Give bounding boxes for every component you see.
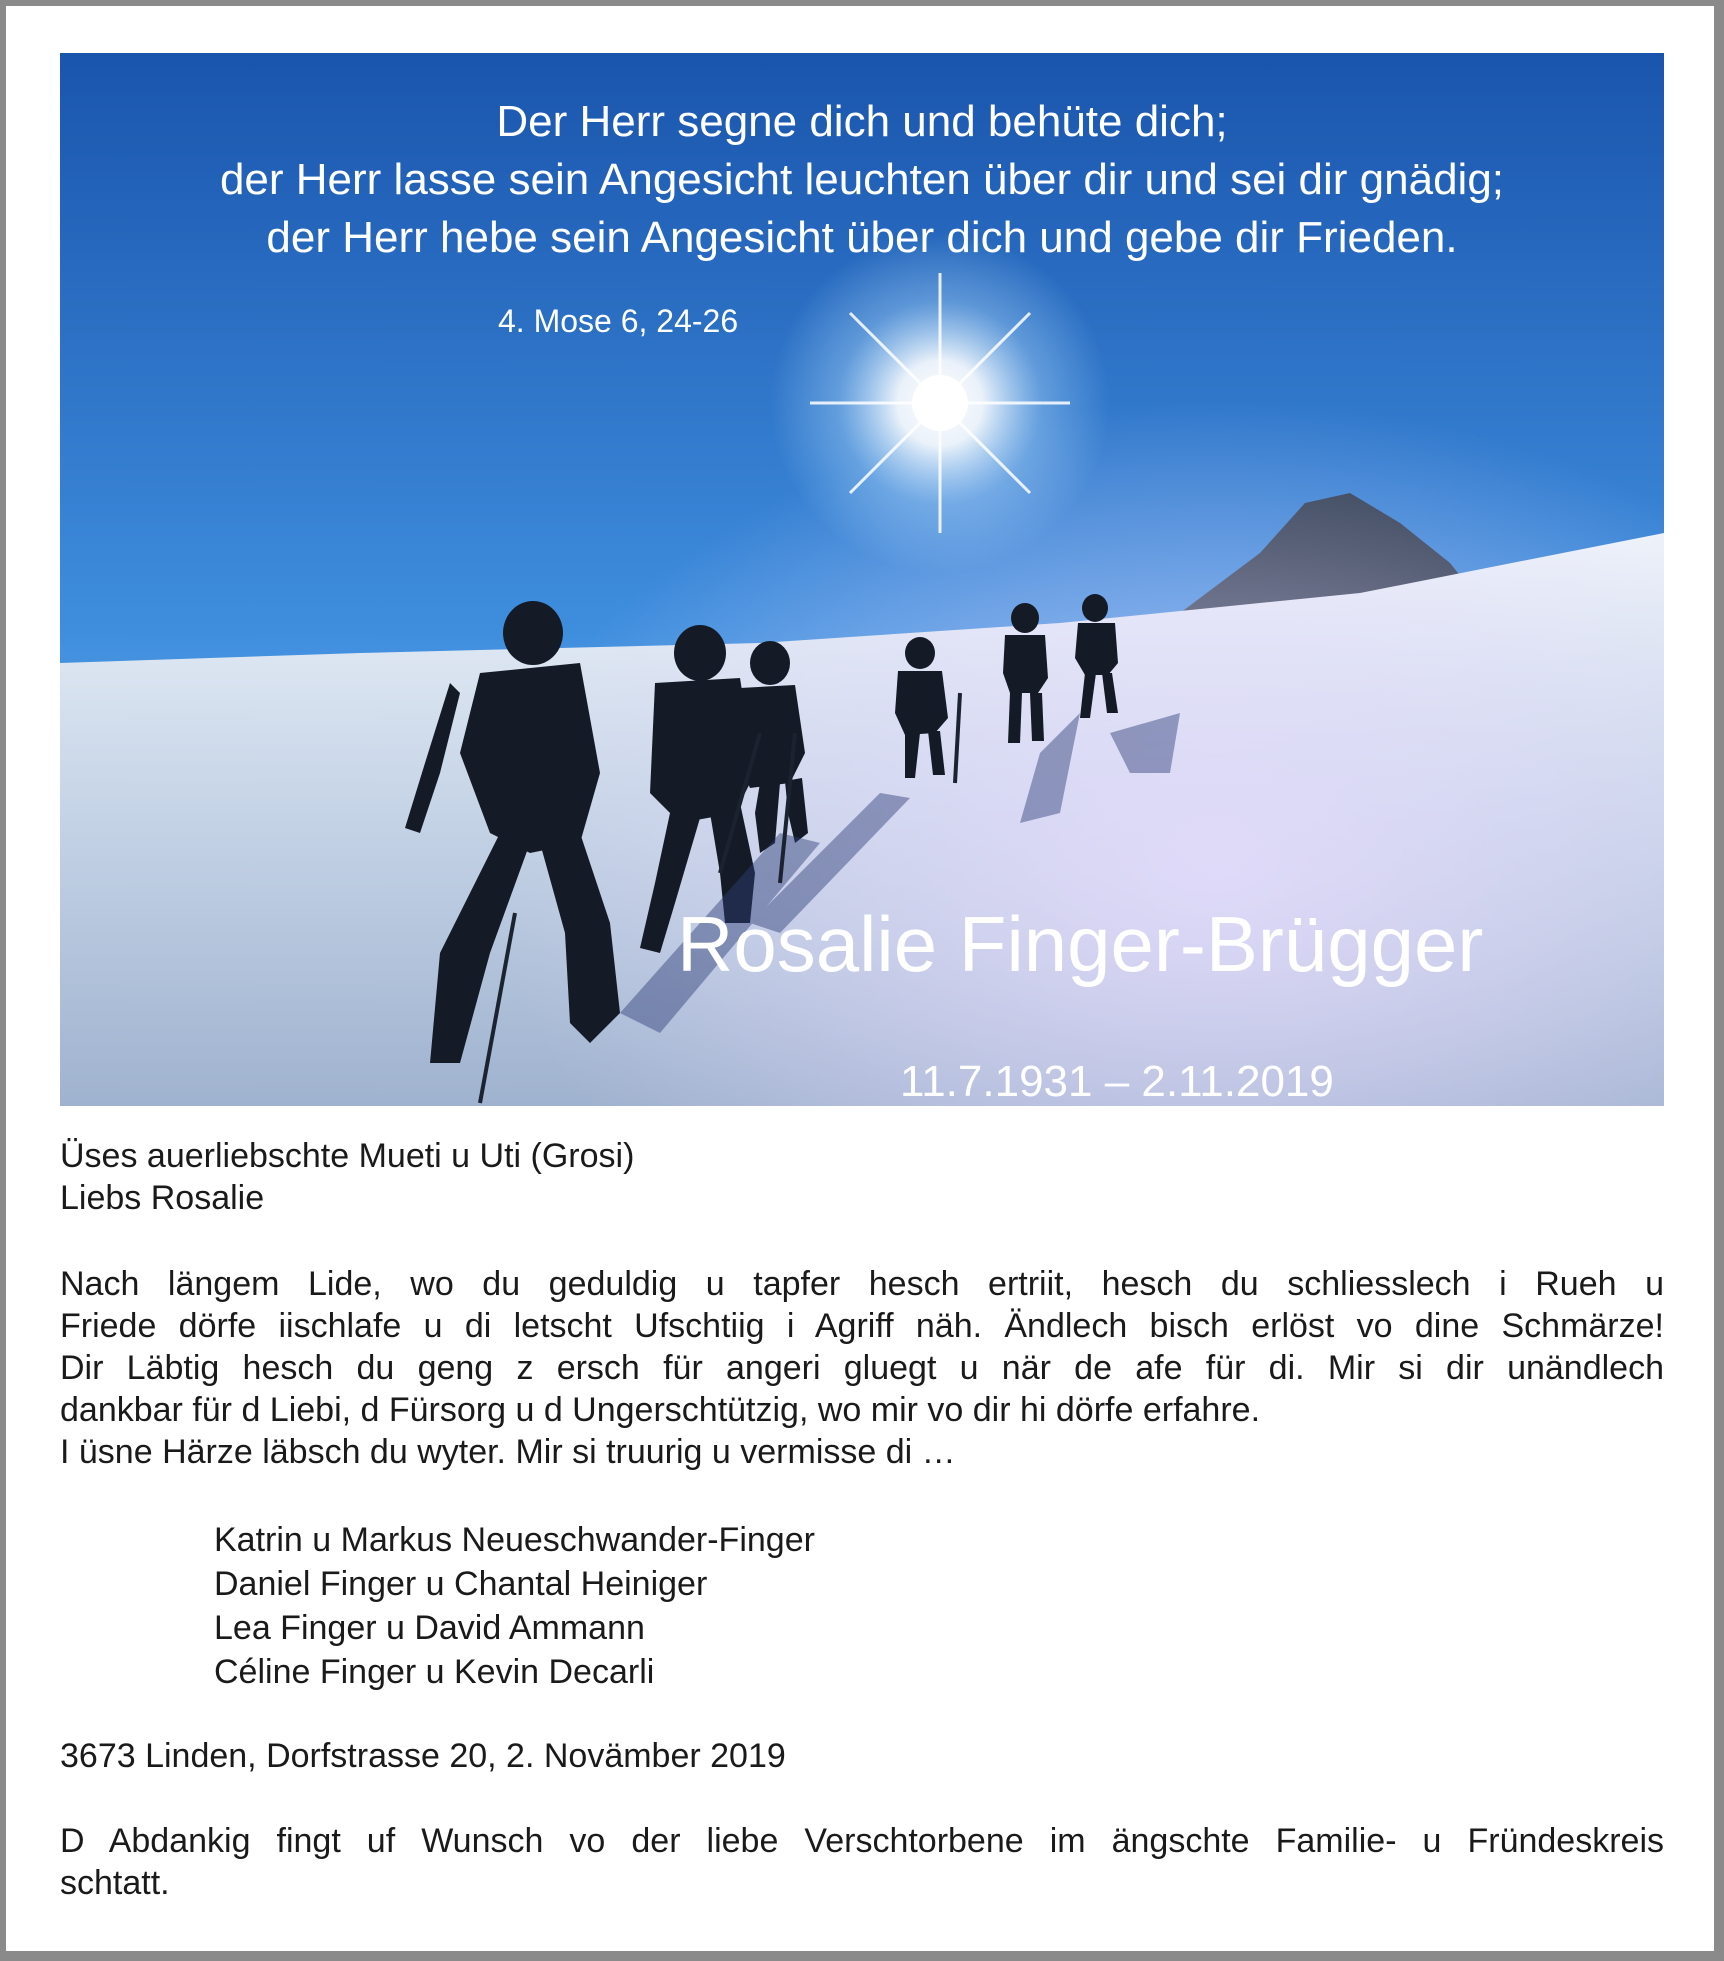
family-list [214, 1518, 815, 1694]
message-line: Nach längem Lide, wo du geduldig u tapfer hesch ertriit, hesch du schliesslech i Rueh u [60, 1265, 1664, 1303]
family-member: Céline Finger u Kevin Decarli [214, 1653, 655, 1691]
verse-line: Der Herr segne dich und behüte dich; [496, 97, 1228, 146]
closing-note [60, 1820, 1664, 1904]
family-member: Katrin u Markus Neueschwander-Finger [214, 1521, 815, 1559]
address-line: 3673 Linden, Dorfstrasse 20, 2. Novämber 2019 [60, 1737, 786, 1775]
closing-line: D Abdankig fingt uf Wunsch vo der liebe Verschtorbene im ängschte Familie- u Fründeskreis [60, 1822, 1664, 1860]
message-line: Dir Läbtig hesch du geng z ersch für angeri gluegt u när de afe für di. Mir si dir unändlech [60, 1349, 1664, 1387]
closing-line: schtatt. [60, 1864, 170, 1902]
family-member: Daniel Finger u Chantal Heiniger [214, 1565, 708, 1603]
verse-line: der Herr lasse sein Angesicht leuchten über dir und sei dir gnädig; [219, 155, 1505, 204]
bible-verse [60, 93, 1664, 267]
verse-reference: 4. Mose 6, 24-26 [498, 303, 739, 339]
message-line: Friede dörfe iischlafe u di letscht Ufschtiig i Agriff näh. Ändlech bisch erlöst vo dine Schmärze! [60, 1307, 1664, 1345]
greeting-line: Üses auerliebschte Mueti u Uti (Grosi) [60, 1137, 635, 1175]
mountaineers-photo [60, 53, 1664, 1106]
message-line: dankbar für d Liebi, d Fürsorg u d Ungerschtützig, wo mir vo dir hi dörfe erfahre. [60, 1391, 1261, 1429]
message-paragraph [60, 1263, 1664, 1473]
greeting-line: Liebs Rosalie [60, 1179, 265, 1217]
verse-line: der Herr hebe sein Angesicht über dich und gebe dir Frieden. [266, 213, 1458, 262]
message-line: I üsne Härze läbsch du wyter. Mir si truurig u vermisse di … [60, 1433, 956, 1471]
family-member: Lea Finger u David Ammann [214, 1609, 645, 1647]
deceased-name: Rosalie Finger-Brügger [677, 900, 1484, 988]
greeting [60, 1135, 1664, 1219]
life-dates: 11.7.1931 – 2.11.2019 [900, 1057, 1334, 1106]
